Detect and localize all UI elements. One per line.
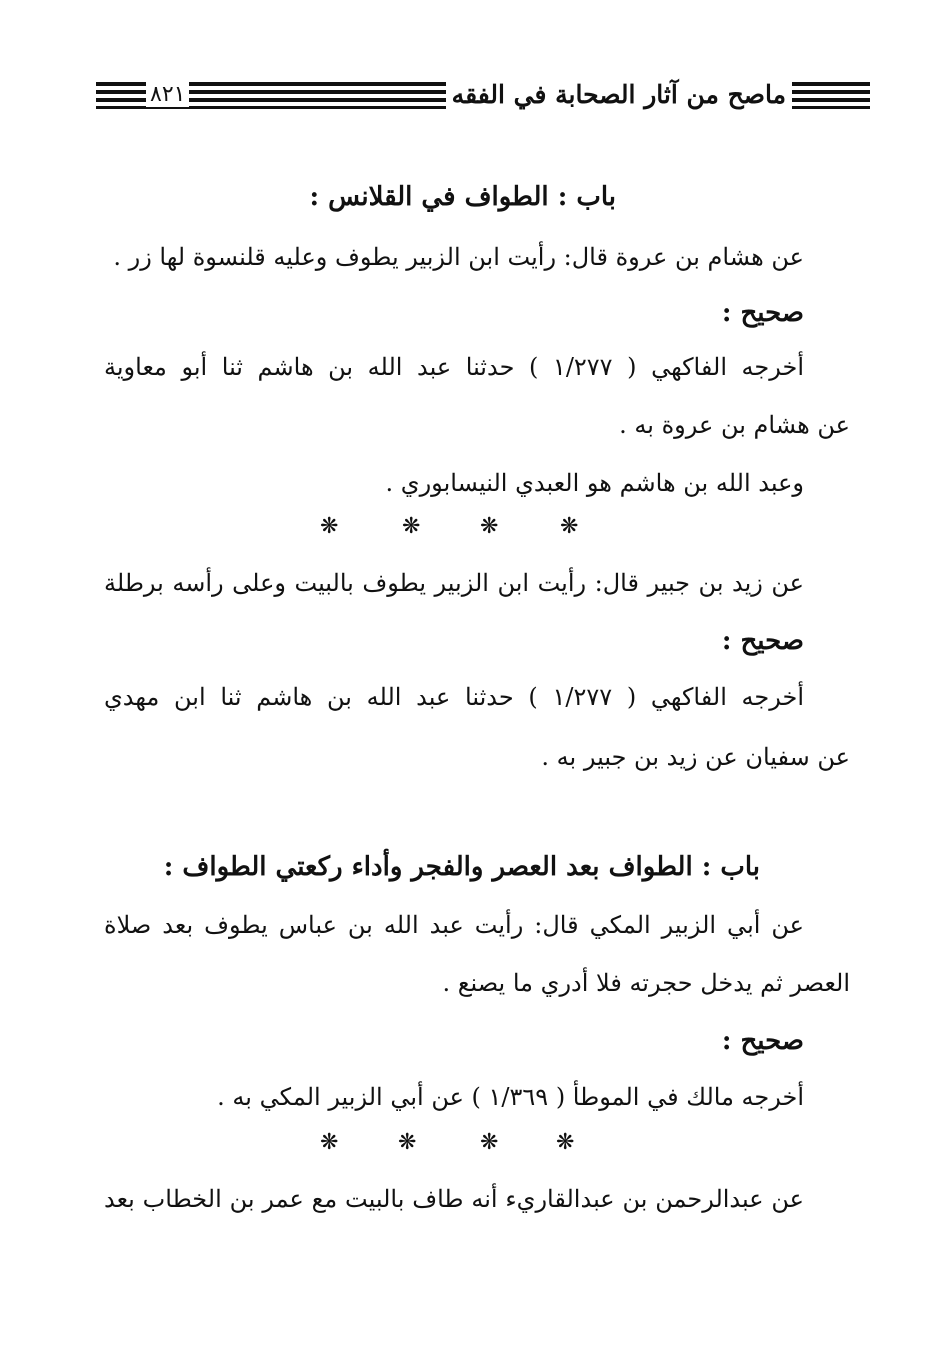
grade-label: صحيح :	[721, 298, 804, 328]
header-title: ماصح من آثار الصحابة في الفقه	[446, 80, 792, 109]
star-ornament-icon: ❋	[560, 514, 579, 539]
narration-line: عن زيد بن جبير قال: رأيت ابن الزبير يطوف بالبيت وعلى رأسه برطلة	[104, 569, 804, 597]
star-ornament-icon: ❋	[556, 1130, 575, 1155]
takhrij-line: عن هشام بن عروة به .	[619, 411, 850, 439]
page-number: ٨٢١	[146, 82, 189, 107]
narration-line: عن هشام بن عروة قال: رأيت ابن الزبير يطوف وعليه قلنسوة لها زر .	[113, 243, 804, 271]
running-header	[96, 78, 870, 118]
star-ornament-icon: ❋	[320, 514, 339, 539]
takhrij-line: عن سفيان عن زيد بن جبير به .	[541, 743, 850, 771]
star-ornament-icon: ❋	[480, 514, 499, 539]
narration-line: عن أبي الزبير المكي قال: رأيت عبد الله بن عباس يطوف بعد صلاة	[104, 911, 804, 939]
star-ornament-icon: ❋	[480, 1130, 499, 1155]
section-heading: باب : الطواف في القلانس :	[309, 182, 616, 212]
takhrij-line: أخرجه الفاكهي ( ١/٢٧٧ ) حدثنا عبد الله بن هاشم ثنا أبو معاوية	[104, 353, 805, 381]
note-line: وعبد الله بن هاشم هو العبدي النيسابوري .	[385, 469, 804, 497]
grade-label: صحيح :	[721, 626, 804, 656]
star-ornament-icon: ❋	[398, 1130, 417, 1155]
takhrij-line: أخرجه مالك في الموطأ ( ١/٣٦٩ ) عن أبي الزبير المكي به .	[217, 1083, 804, 1111]
ornament-divider	[320, 1128, 590, 1158]
section-heading: باب : الطواف بعد العصر والفجر وأداء ركعتي الطواف :	[163, 852, 760, 882]
ornament-divider	[320, 512, 590, 542]
takhrij-line: أخرجه الفاكهي ( ١/٢٧٧ ) حدثنا عبد الله بن هاشم ثنا ابن مهدي	[104, 683, 805, 711]
star-ornament-icon: ❋	[402, 514, 421, 539]
grade-label: صحيح :	[721, 1026, 804, 1056]
narration-line: العصر ثم يدخل حجرته فلا أدري ما يصنع .	[442, 969, 850, 997]
star-ornament-icon: ❋	[320, 1130, 339, 1155]
narration-line: عن عبدالرحمن بن عبدالقاريء أنه طاف بالبيت مع عمر بن الخطاب بعد	[104, 1185, 804, 1213]
